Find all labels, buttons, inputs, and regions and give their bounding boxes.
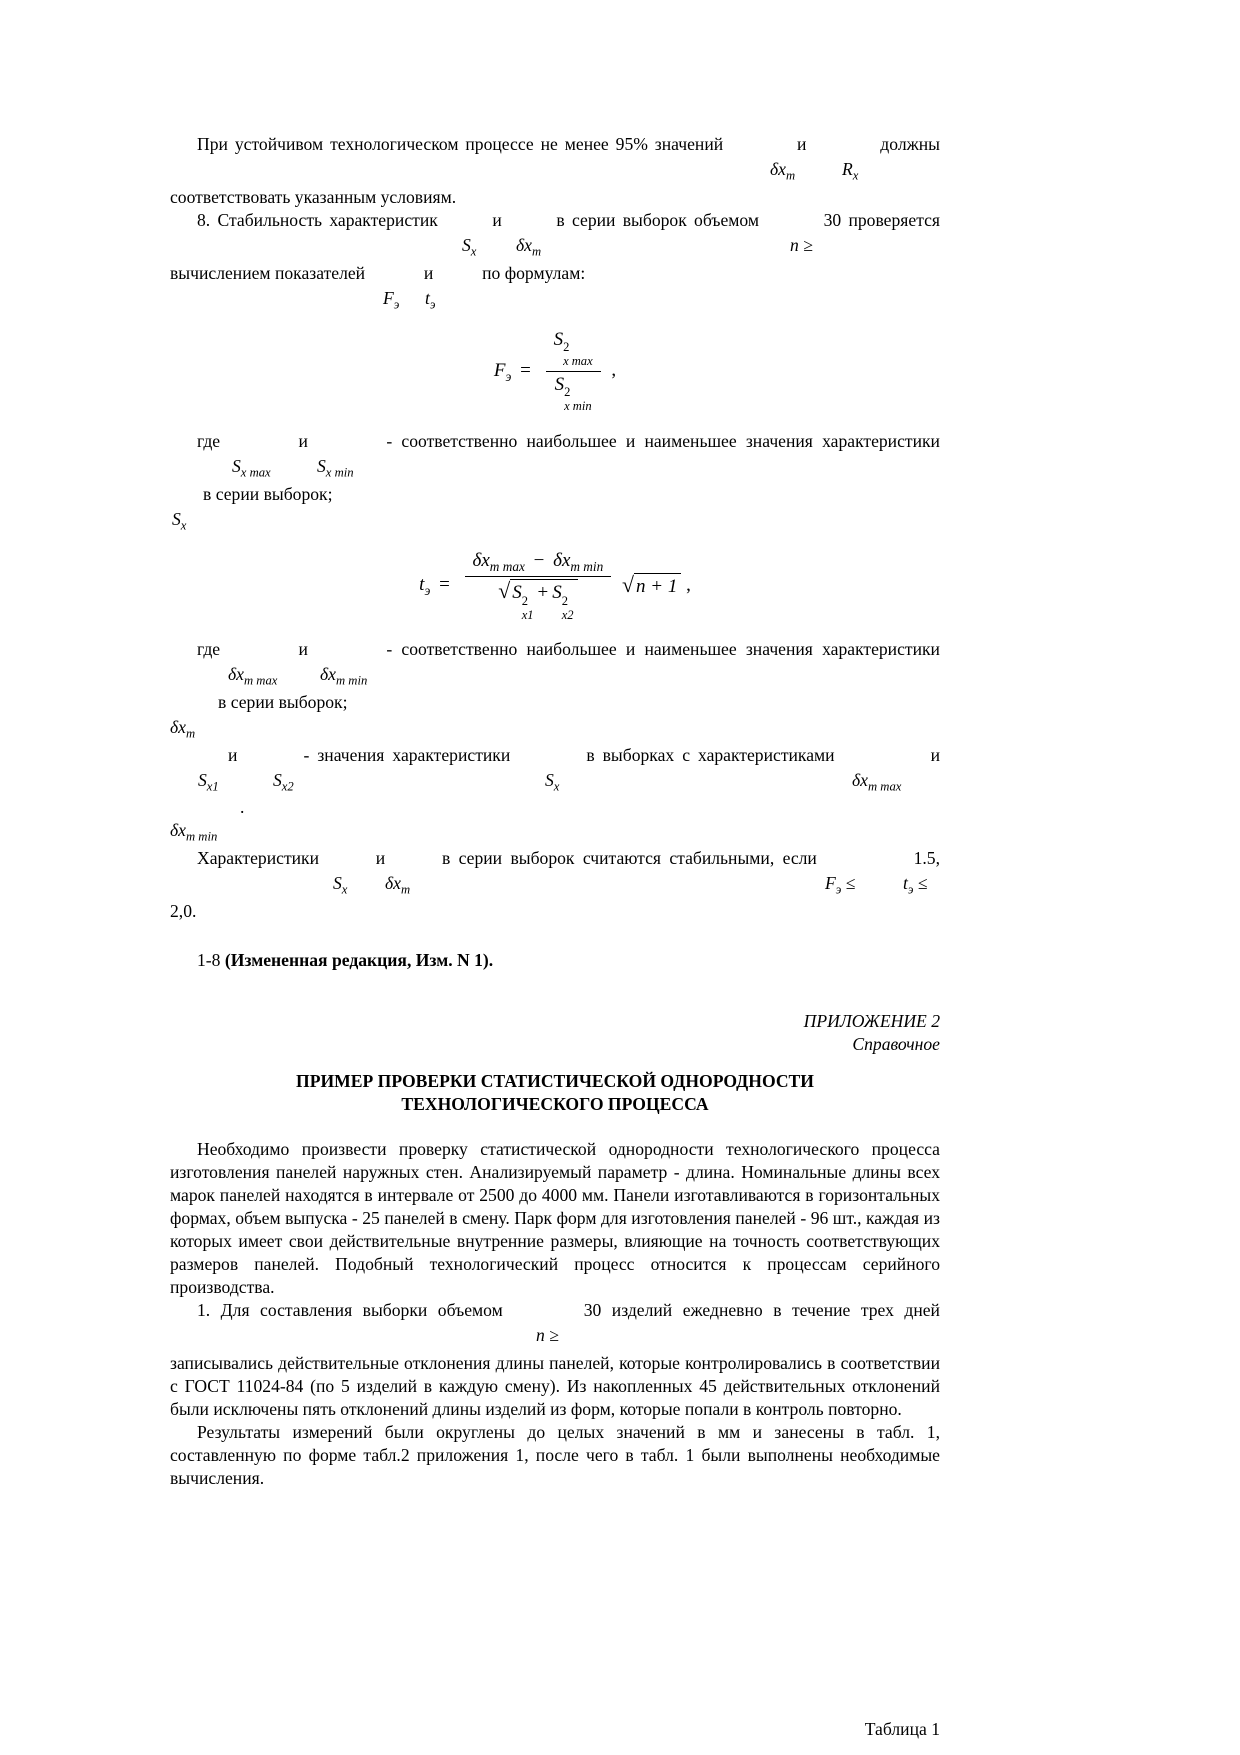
symbol-delta-x-m-min: $\delta x_{m min}$ xyxy=(320,664,368,688)
where1-line2: в серии выборок; xyxy=(203,483,333,504)
item1-continuation: записывались действительные отклонения длины панелей, которые контролировались в соответствии с ГОСТ 11024-84 (по 5 изделий в каждую смену). Из накопленных 45 действительных отклонений были исключены пять отклонений длины изделий из форм, которые попали в контроль повторно. xyxy=(170,1353,940,1420)
spacer xyxy=(170,972,940,1010)
math-row-sx-dxm-n xyxy=(170,232,940,262)
symbol-R-x: $R_x$ xyxy=(842,159,859,183)
appendix-label: ПРИЛОЖЕНИЕ 2 xyxy=(803,1011,940,1032)
spacer xyxy=(170,1056,940,1070)
symbol-delta-x-m-min: $\delta x_{m min}$ xyxy=(170,820,218,844)
sqrt-n-plus-1: √ n + 1 xyxy=(622,573,681,599)
svals-dot-line: . xyxy=(240,797,245,818)
spacer xyxy=(170,1490,940,1718)
spacer xyxy=(170,923,940,949)
symbol-S-x: $S_x$ xyxy=(172,508,187,533)
para1-line1: При устойчивом технологическом процессе не менее 95% значений и должны xyxy=(197,134,940,154)
where2-line1: где и - соответственно наибольшее и наименьшее значения характеристики xyxy=(197,639,940,660)
symbol-delta-x-m-max: $\delta x_{m max}$ xyxy=(852,770,902,794)
stability-line1: Характеристики и в серии выборок считаются стабильными, если 1.5, xyxy=(197,848,940,869)
para8-line1: 8. Стабильность характеристик и в серии выборок объемом 30 проверяется xyxy=(197,210,940,230)
symbol-n-ge: n ≥ xyxy=(536,1325,559,1346)
math-row-dxm xyxy=(170,714,940,744)
spacer xyxy=(170,1116,940,1138)
body-paragraph-1: Необходимо произвести проверку статистической однородности технологического процесса изготовления панелей наружных стен. Анализируемый параметр - длина. Номинальные длины всех марок панелей находятся в интервале от 2500 до 4000 мм. Панели изготавливаются в горизонтальных формах, объем выпуска - 25 панелей в смену. Парк форм для изготовления панелей - 96 шт., каждая из которых имеет свои действительные внутренние размеры, влияющие на точность соответствующих размеров панелей. Подобный технологический процесс относится к процессам серийного производства. xyxy=(170,1139,940,1298)
where1-line1: где и - соответственно наибольшее и наименьшее значения характеристики xyxy=(197,430,940,451)
body-paragraph-2: Результаты измерений были округлены до целых значений в мм и занесены в табл. 1, составленную по форме табл.2 приложения 1, после чего в табл. 1 были выполнены необходимые вычисления. xyxy=(170,1422,940,1489)
symbol-S-x2: $S_{x2}$ xyxy=(273,770,294,794)
symbol-S-x: $S_x$ xyxy=(462,235,477,259)
where2-line2: в серии выборок; xyxy=(218,692,348,713)
stability-line2: 2,0. xyxy=(170,901,197,922)
symbol-delta-x-m: $\delta x_m$ xyxy=(770,159,796,183)
math-row-sx1-sx2-sx-dxmmax xyxy=(170,767,940,797)
math-row-n-ge xyxy=(170,1322,940,1352)
display-formula-F: $F_э$ = S 2 x max S 2 x min , xyxy=(170,327,940,416)
display-formula-t: $t_э$ = $\delta x_{m max} - \delta x_{m min}$ √ S 2 x1 + S 2 x2 √ n + 1 , xyxy=(170,548,940,625)
revision-note: 1-8 (Измененная редакция, Изм. N 1). xyxy=(197,950,494,971)
math-row-dxmmin xyxy=(170,817,940,847)
item1-line1: 1. Для составления выборки объемом 30 изделий ежедневно в течение трех дней xyxy=(197,1300,940,1321)
symbol-t-e: $t_э$ xyxy=(425,288,436,312)
symbol-F-e: $F_э$ xyxy=(383,288,400,312)
symbol-S-x: $S_x$ xyxy=(333,873,348,897)
fraction: S 2 x max S 2 x min xyxy=(546,327,601,416)
symbol-t-e-le: $t_э$ ≤ xyxy=(903,873,928,897)
symbol-delta-x-m: $\delta x_m$ xyxy=(170,717,196,741)
math-row-sxmax-sxmin xyxy=(170,453,940,483)
symbol-n-ge: n ≥ xyxy=(790,235,813,255)
symbol-S-x1: $S_{x1}$ xyxy=(198,770,219,794)
table-caption: Таблица 1 xyxy=(864,1719,940,1740)
para8-line2: вычислением показателей и по формулам: xyxy=(170,263,586,283)
symbol-S-x: $S_x$ xyxy=(545,770,560,794)
symbol-F-e-le: $F_э$ ≤ xyxy=(825,873,856,897)
math-row-dxm-rx xyxy=(170,156,940,186)
symbol-delta-x-m: $\delta x_m$ xyxy=(385,873,411,897)
math-row-sx xyxy=(170,506,940,536)
section-heading-line1: ПРИМЕР ПРОВЕРКИ СТАТИСТИЧЕСКОЙ ОДНОРОДНОСТИ xyxy=(296,1071,814,1092)
math-row-dxmmax-dxmmin xyxy=(170,661,940,691)
fraction: $\delta x_{m max} - \delta x_{m min}$ √ S 2 x1 + S 2 x2 xyxy=(465,548,612,625)
section-heading-line2: ТЕХНОЛОГИЧЕСКОГО ПРОЦЕССА xyxy=(401,1094,709,1115)
para1-line2: соответствовать указанным условиям. xyxy=(170,187,457,207)
symbol-S-x-max: $S_{x max}$ xyxy=(232,455,271,480)
appendix-sublabel: Справочное xyxy=(852,1034,940,1055)
formula-lhs: $F_э$ xyxy=(493,359,512,384)
symbol-delta-x-m: $\delta x_m$ xyxy=(516,235,542,259)
svals-line1: и - значения характеристики в выборках с характеристиками и xyxy=(228,745,941,766)
math-row-stability xyxy=(170,870,940,900)
symbol-delta-x-m-max: $\delta x_{m max}$ xyxy=(228,664,278,688)
sqrt: √ S 2 x1 + S 2 x2 xyxy=(498,579,577,622)
math-row-fe-te xyxy=(170,285,940,315)
formula-lhs: $t_э$ xyxy=(419,574,431,599)
symbol-S-x-min: $S_{x min}$ xyxy=(317,455,354,480)
